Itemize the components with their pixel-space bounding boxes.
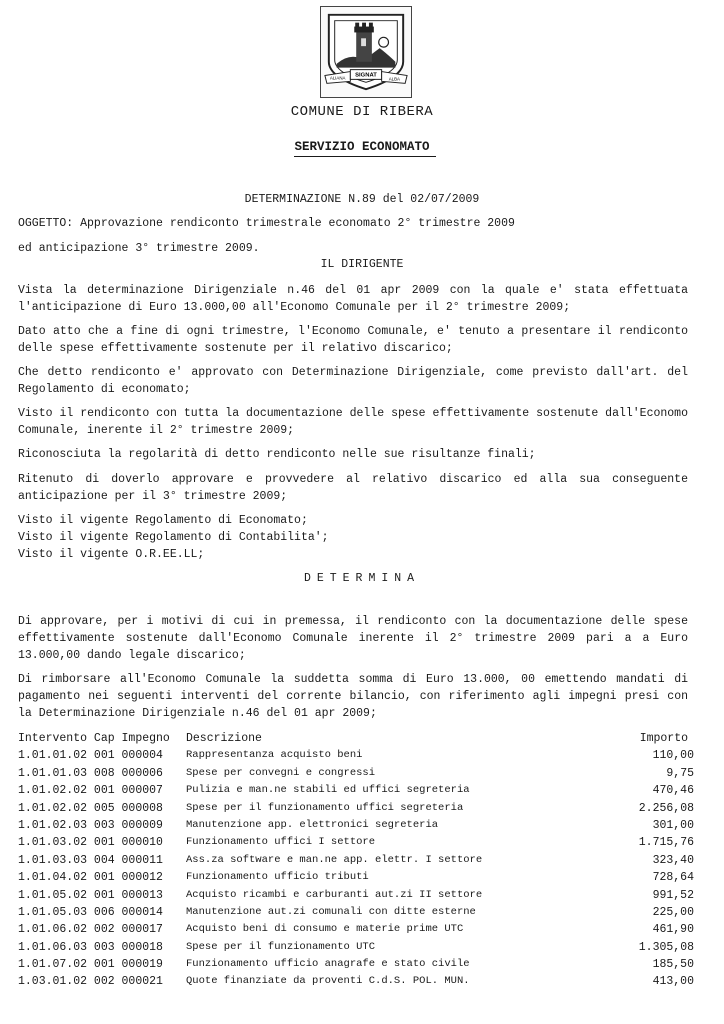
row-importo: 2.256,08 <box>638 801 694 815</box>
header-intervento: Intervento Cap Impegno <box>18 732 170 745</box>
crest-motto-center: SIGNAT <box>355 72 377 79</box>
paragraph-di-approvare: Di approvare, per i motivi di cui in premessa, il rendiconto con la documentazione delle spese effettivamente sostenute dall'Economo Comunale inerente il 2° trimestre 2009 pari a a Euro 13.000,00 dando legale discarico; <box>18 615 688 662</box>
crest-motto-right: ALBA <box>388 76 400 82</box>
row-desc: Quote finanziate da proventi C.d.S. POL. MUN. <box>186 975 470 988</box>
row-desc: Funzionamento uffici I settore <box>186 836 376 849</box>
row-desc: Pulizia e man.ne stabili ed uffici segreteria <box>186 784 470 797</box>
il-dirigente-heading: IL DIRIGENTE <box>320 258 404 271</box>
municipal-crest <box>320 6 412 98</box>
visto-regolamento-economato: Visto il vigente Regolamento di Economato; <box>18 514 308 527</box>
visto-regolamento-contabilita: Visto il vigente Regolamento di Contabilita'; <box>18 531 329 544</box>
interventi-table <box>18 730 694 991</box>
header-descrizione: Descrizione <box>186 732 262 745</box>
row-code: 1.03.01.02 002 000021 <box>18 975 163 989</box>
row-importo: 323,40 <box>652 853 694 867</box>
oggetto-line-1: OGGETTO: Approvazione rendiconto trimestrale economato 2° trimestre 2009 <box>18 217 515 230</box>
determina-heading: DETERMINA <box>303 572 421 585</box>
row-code: 1.01.03.02 001 000010 <box>18 836 163 850</box>
row-importo: 1.305,08 <box>638 940 694 954</box>
row-desc: Spese per convegni e congressi <box>186 766 376 779</box>
table-row <box>18 817 694 834</box>
row-importo: 461,90 <box>652 923 694 937</box>
row-importo: 991,52 <box>652 888 694 902</box>
row-desc: Funzionamento ufficio anagrafe e stato civile <box>186 958 470 971</box>
comune-name: COMUNE DI RIBERA <box>290 104 434 120</box>
row-importo: 185,50 <box>652 958 694 972</box>
row-code: 1.01.05.03 006 000014 <box>18 905 163 919</box>
paragraph-visto-rendiconto: Visto il rendiconto con tutta la documentazione delle spese effettivamente sostenute dall'Economo Comunale, inerente il 2° trimestre 2009; <box>18 407 688 437</box>
crest-motto-left: ALIANA <box>329 75 346 81</box>
table-row <box>18 800 694 817</box>
row-code: 1.01.01.03 008 000006 <box>18 766 163 780</box>
table-row <box>18 956 694 973</box>
determination-title: DETERMINAZIONE N.89 del 02/07/2009 <box>244 193 480 206</box>
row-importo: 301,00 <box>652 818 694 832</box>
visto-oreell: Visto il vigente O.R.EE.LL; <box>18 548 205 561</box>
row-importo: 728,64 <box>652 871 694 885</box>
table-row <box>18 921 694 938</box>
paragraph-di-rimborsare: Di rimborsare all'Economo Comunale la suddetta somma di Euro 13.000, 00 emettendo mandati di pagamento nei seguenti interventi del corrente bilancio, con riferimento agli impegni presi con la Determinazione Dirigenziale n.46 del 01 apr 2009; <box>18 673 688 720</box>
table-row <box>18 869 694 886</box>
table-row <box>18 904 694 921</box>
table-row <box>18 765 694 782</box>
row-importo: 110,00 <box>652 749 694 763</box>
paragraph-dato-atto: Dato atto che a fine di ogni trimestre, l'Economo Comunale, e' tenuto a presentare il rendiconto delle spese effettivamente sostenute per il relativo discarico; <box>18 325 688 355</box>
row-code: 1.01.03.03 004 000011 <box>18 853 163 867</box>
row-importo: 413,00 <box>652 975 694 989</box>
row-desc: Manutenzione app. elettronici segreteria <box>186 818 439 831</box>
row-code: 1.01.06.02 002 000017 <box>18 923 163 937</box>
row-importo: 1.715,76 <box>638 836 694 850</box>
table-row <box>18 973 694 990</box>
table-row <box>18 887 694 904</box>
row-importo: 470,46 <box>652 784 694 798</box>
row-importo: 225,00 <box>652 905 694 919</box>
table-row <box>18 852 694 869</box>
row-code: 1.01.07.02 001 000019 <box>18 958 163 972</box>
row-desc: Funzionamento ufficio tributi <box>186 871 369 884</box>
paragraph-ritenuto: Ritenuto di doverlo approvare e provvedere al relativo discarico ed alla sua conseguente anticipazione per il 3° trimestre 2009; <box>18 473 688 503</box>
paragraph-che-detto: Che detto rendiconto e' approvato con Determinazione Dirigenziale, come previsto dall'art. del Regolamento di economato; <box>18 366 688 396</box>
crest-tower-icon <box>321 7 411 97</box>
row-desc: Rappresentanza acquisto beni <box>186 749 363 762</box>
row-importo: 9,75 <box>666 766 694 780</box>
row-desc: Ass.za software e man.ne app. elettr. I settore <box>186 853 483 866</box>
table-row <box>18 834 694 851</box>
paragraph-visti <box>18 512 688 563</box>
row-desc: Manutenzione aut.zi comunali con ditte esterne <box>186 905 476 918</box>
row-code: 1.01.02.02 005 000008 <box>18 801 163 815</box>
row-code: 1.01.01.02 001 000004 <box>18 749 163 763</box>
header-importo: Importo <box>639 732 688 745</box>
row-desc: Spese per il funzionamento UTC <box>186 940 376 953</box>
row-code: 1.01.06.03 003 000018 <box>18 940 163 954</box>
oggetto-line-2: ed anticipazione 3° trimestre 2009. <box>18 242 260 255</box>
row-code: 1.01.02.02 001 000007 <box>18 784 163 798</box>
table-row <box>18 747 694 764</box>
row-code: 1.01.05.02 001 000013 <box>18 888 163 902</box>
paragraph-riconosciuta: Riconosciuta la regolarità di detto rendiconto nelle sue risultanze finali; <box>18 448 536 461</box>
row-code: 1.01.02.03 003 000009 <box>18 818 163 832</box>
row-code: 1.01.04.02 001 000012 <box>18 871 163 885</box>
servizio-heading <box>0 140 724 157</box>
paragraph-vista-determinazione: Vista la determinazione Dirigenziale n.46 del 01 apr 2009 con la quale e' stata effettuata l'anticipazione di Euro 13.000,00 all'Economo Comunale per il 2° trimestre 2009; <box>18 284 688 314</box>
row-desc: Spese per il funzionamento uffici segreteria <box>186 801 464 814</box>
row-desc: Acquisto ricambi e carburanti aut.zi II settore <box>186 888 483 901</box>
table-row <box>18 782 694 799</box>
table-header <box>18 730 694 747</box>
row-desc: Acquisto beni di consumo e materie prime UTC <box>186 923 464 936</box>
servizio-label: SERVIZIO ECONOMATO <box>294 140 435 157</box>
table-row <box>18 939 694 956</box>
